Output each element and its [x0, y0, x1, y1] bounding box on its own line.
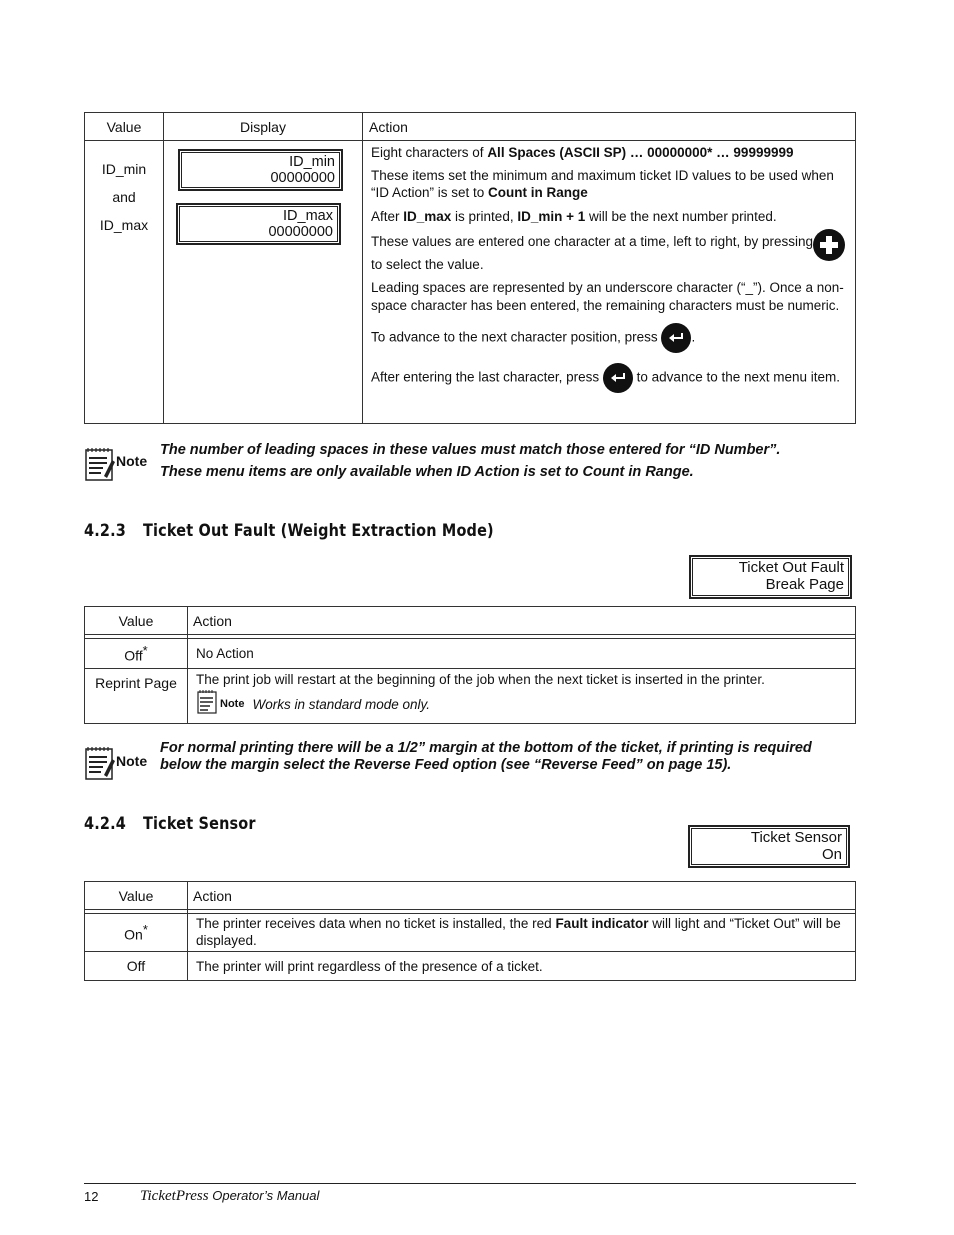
header-value: Value — [85, 607, 188, 635]
header-action: Action — [188, 882, 856, 910]
menu-display-ticket-sensor — [688, 825, 850, 868]
note1-line2: These menu items are only available when ID Action is set to Count in Range. — [160, 464, 694, 480]
header-value: Value — [85, 882, 188, 910]
note-label: Note — [220, 697, 245, 710]
section-title: Ticket Sensor — [142, 814, 256, 834]
action-p4: These values are entered one character at a time, left to right, by pressing to select the value. — [371, 233, 847, 273]
display-id-max — [176, 203, 341, 245]
action-p7: After entering the last character, press to advance to the next menu item. — [371, 363, 847, 393]
action-cell — [363, 141, 856, 424]
header-action: Action — [363, 113, 856, 141]
table-row — [85, 639, 856, 669]
footer-title — [140, 1187, 319, 1205]
value-id-max: ID_max — [99, 217, 149, 233]
ticket-out-fault-table — [84, 606, 856, 724]
display-line: 00000000 — [268, 224, 333, 240]
id-range-table — [84, 112, 856, 424]
table-row — [85, 669, 856, 724]
value-on: On* — [85, 914, 188, 952]
header-display: Display — [164, 113, 363, 141]
action-p5: Leading spaces are represented by an underscore character (“_”). Once a non-space character has been entered, the remaining characters must be numeric. — [371, 280, 844, 313]
action-reprint — [188, 669, 856, 724]
display-line: ID_min — [289, 154, 335, 170]
header-value: Value — [85, 113, 164, 141]
display-line: Ticket Sensor — [750, 829, 842, 846]
section-title: Ticket Out Fault (Weight Extraction Mode) — [142, 521, 494, 541]
action-no-action: No Action — [188, 639, 856, 669]
note-label: Note — [116, 753, 148, 769]
plus-key-icon — [813, 229, 845, 261]
display-id-min — [178, 149, 343, 191]
note2-text: For normal printing there will be a 1/2” margin at the bottom of the ticket, if printing is required below the margin select the Reverse Feed option (see “Reverse Feed” on page 15). — [160, 740, 812, 773]
value-off: Off — [85, 952, 188, 981]
section-heading-424 — [84, 814, 256, 834]
display-line: Ticket Out Fault — [738, 559, 844, 576]
display-line: ID_max — [283, 208, 333, 224]
header-action: Action — [188, 607, 856, 635]
value-and: and — [112, 189, 136, 205]
action-p1: Eight characters of All Spaces (ASCII SP) … 00000000* … 99999999 — [371, 145, 794, 160]
action-p3: After ID_max is printed, ID_min + 1 will be the next number printed. — [371, 208, 777, 224]
note1-text — [160, 439, 780, 483]
action-p2: These items set the minimum and maximum ticket ID values to be used when “ID Action” is set to Count in Range — [371, 167, 834, 200]
note-icon — [196, 689, 220, 719]
display-cell — [164, 141, 363, 424]
note1-line1: The number of leading spaces in these values must match those entered for “ID Number”. — [160, 442, 781, 458]
value-reprint-page: Reprint Page — [85, 669, 188, 724]
enter-key-icon — [661, 323, 691, 353]
note-label: Note — [116, 453, 148, 469]
table-row — [85, 914, 856, 952]
footer-manual: Operator’s Manual — [208, 1188, 320, 1203]
section-number: 4.2.3 — [84, 521, 126, 541]
action-reprint-text: The print job will restart at the beginning of the job when the next ticket is inserted in the printer. — [196, 672, 765, 687]
page-number: 12 — [84, 1189, 99, 1204]
display-line: Break Page — [765, 575, 844, 593]
ticket-sensor-table — [84, 881, 856, 981]
value-cell — [85, 141, 164, 424]
inline-note — [196, 689, 847, 719]
section-heading-423 — [84, 521, 494, 541]
enter-key-icon — [603, 363, 633, 393]
inline-note-text: Works in standard mode only. — [252, 696, 431, 712]
display-line: 00000000 — [270, 170, 335, 186]
action-on: The printer receives data when no ticket is installed, the red Fault indicator will light and “Ticket Out” will be displayed. — [188, 914, 856, 952]
display-line: On — [821, 845, 842, 863]
footer-product: TicketPress — [140, 1188, 209, 1204]
action-off: The printer will print regardless of the presence of a ticket. — [188, 952, 856, 981]
action-p6: To advance to the next character position, press . — [371, 323, 847, 353]
value-off: Off* — [85, 639, 188, 669]
section-number: 4.2.4 — [84, 814, 126, 834]
footer-rule — [84, 1183, 856, 1184]
menu-display-ticket-out-fault — [689, 555, 852, 599]
table-row — [85, 952, 856, 981]
value-id-min: ID_min — [101, 161, 147, 177]
